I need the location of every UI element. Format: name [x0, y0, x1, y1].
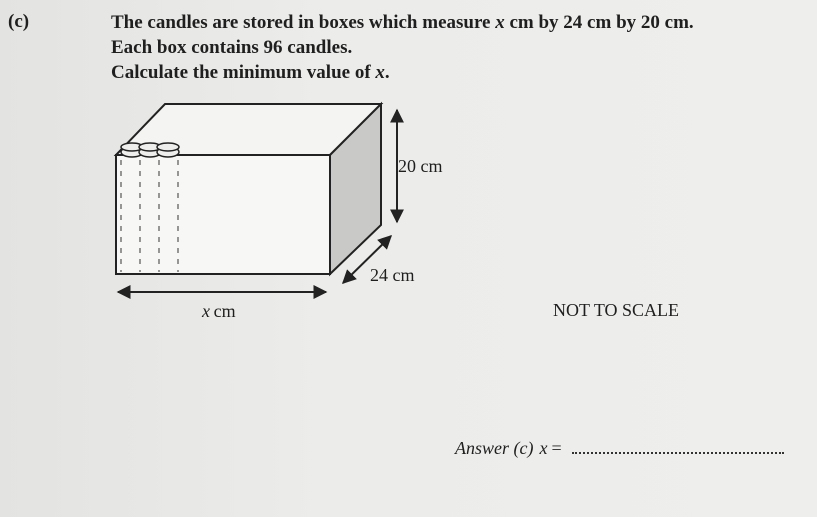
part-label: (c)	[8, 11, 30, 32]
length-label-unit: cm	[213, 301, 236, 321]
question-line-3-suffix: .	[384, 62, 390, 83]
length-label	[202, 301, 236, 322]
depth-label: 24 cm	[370, 265, 415, 285]
question-line-1-prefix: The candles are stored in boxes which measure	[111, 12, 496, 33]
answer-blank[interactable]	[572, 438, 784, 454]
box-front-face	[116, 155, 330, 274]
question-line-1-var: x	[495, 12, 505, 33]
question-line-3-prefix: Calculate the minimum value of	[111, 62, 376, 83]
height-label: 20 cm	[398, 156, 443, 176]
answer-label: Answer (c)	[455, 438, 534, 458]
answer-var: x	[539, 438, 548, 458]
question-line-2: Each box contains 96 candles.	[111, 37, 353, 58]
length-label-var: x	[202, 301, 210, 321]
answer-line	[455, 438, 784, 459]
not-to-scale-note: NOT TO SCALE	[553, 300, 680, 320]
question-line-3-var: x	[375, 62, 385, 83]
candle-tops	[121, 143, 179, 157]
answer-equals: =	[551, 438, 562, 458]
question-line-1-suffix: cm by 24 cm by 20 cm.	[504, 12, 694, 33]
